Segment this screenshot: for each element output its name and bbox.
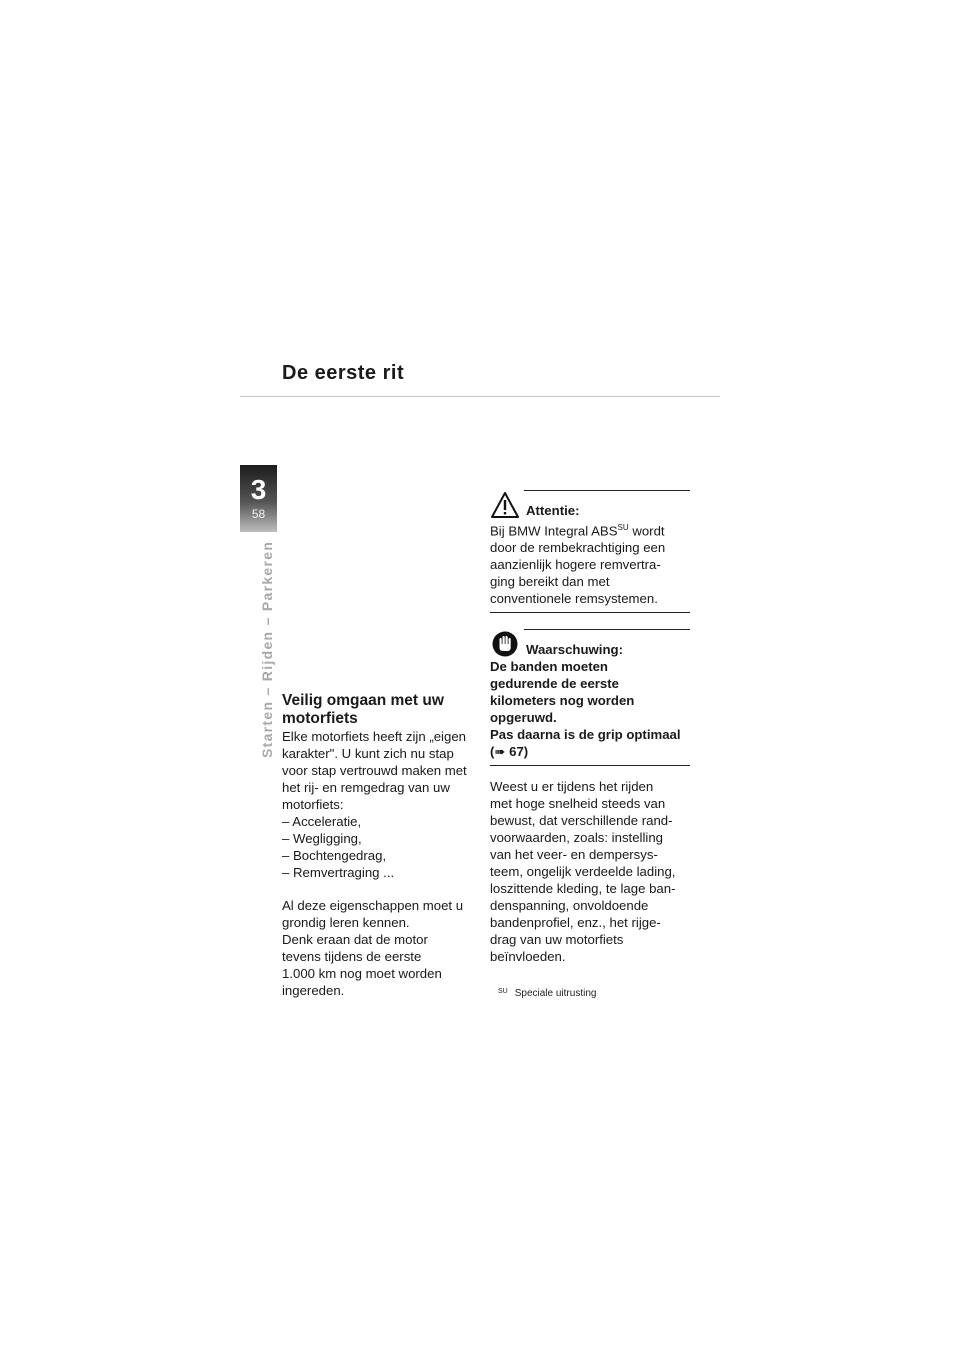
attention-text	[490, 519, 690, 607]
text-line: denspanning, onvoldoende	[490, 898, 649, 913]
text-line: Al deze eigenschappen moet u	[282, 898, 464, 913]
intro-paragraph	[282, 728, 482, 813]
su-mark: SU	[617, 523, 629, 532]
text-line: voor stap vertrouwd maken met	[282, 763, 467, 778]
right-body-paragraph	[490, 778, 690, 965]
chapter-tab	[240, 465, 277, 532]
text-line: teem, ongelijk verdeelde lading,	[490, 864, 676, 879]
text-line: beïnvloeden.	[490, 949, 566, 964]
page-number: 58	[251, 507, 266, 521]
side-chapter-label: Starten – Rijden – Parkeren	[259, 540, 275, 758]
text-line: loszittende kleding, te lage ban-	[490, 881, 676, 896]
paragraph-learn	[282, 897, 482, 931]
text-line: ingereden.	[282, 983, 345, 998]
text-line: 1.000 km nog moet worden	[282, 966, 442, 981]
warning-triangle-icon	[490, 491, 520, 519]
note-bottom-rule	[490, 765, 690, 766]
footnote	[498, 988, 596, 999]
page-title: De eerste rit	[282, 362, 405, 384]
title-divider	[240, 396, 720, 397]
footnote-mark: SU	[498, 988, 508, 995]
list-item: – Remvertraging ...	[282, 864, 482, 881]
list-item: – Bochtengedrag,	[282, 847, 482, 864]
text-line: Elke motorfiets heeft zijn „eigen	[282, 729, 466, 744]
text-line: conventionele remsystemen.	[490, 591, 658, 607]
warning-text	[490, 658, 690, 760]
text-line: bandenprofiel, enz., het rijge-	[490, 915, 661, 930]
characteristics-list	[282, 813, 482, 881]
text-line: Pas daarna is de grip optimaal	[490, 727, 681, 742]
paragraph-run-in	[282, 931, 482, 999]
text-line: gedurende de eerste	[490, 676, 619, 691]
text-line: Bij BMW Integral $ABS^{SU}$ wordt	[490, 523, 665, 539]
text-line: De banden moeten	[490, 659, 608, 674]
list-item: – Acceleratie,	[282, 813, 482, 830]
text-line: karakter". U kunt zich nu stap	[282, 746, 454, 761]
note-bottom-rule	[490, 612, 690, 613]
text-line: Denk eraan dat de motor	[282, 932, 428, 947]
attention-note	[490, 490, 690, 613]
text-line: voorwaarden, zoals: instelling	[490, 830, 663, 845]
text-line: aanzienlijk hogere remvertra-	[490, 557, 661, 573]
text-line: van het veer- en dempersys-	[490, 847, 658, 862]
text-line: ging bereikt dan met	[490, 574, 610, 590]
text-line: Weest u er tijdens het rijden	[490, 779, 654, 794]
warning-note	[490, 629, 690, 766]
text-line: opgeruwd.	[490, 710, 557, 725]
footnote-text: Speciale uitrusting	[514, 988, 597, 999]
text-line: drag van uw motorfiets	[490, 932, 624, 947]
chapter-number: 3	[250, 474, 267, 505]
text-line: het rij- en remgedrag van uw	[282, 780, 450, 795]
warning-label: Waarschuwing:	[526, 642, 623, 657]
text-line: (➠ 67)	[490, 744, 529, 759]
text-line: met hoge snelheid steeds van	[490, 796, 666, 811]
text-line: kilometers nog worden	[490, 693, 635, 708]
text-line: grondig leren kennen.	[282, 915, 410, 930]
list-item: – Wegligging,	[282, 830, 482, 847]
text-line: bewust, dat verschillende rand-	[490, 813, 673, 828]
left-column	[282, 692, 482, 999]
text-line: tevens tijdens de eerste	[282, 949, 422, 964]
stop-hand-icon	[490, 630, 520, 658]
text-line: door de rembekrachtiging een	[490, 540, 666, 556]
section-heading: Veilig omgaan met uw motorfiets	[282, 692, 444, 727]
attention-label: Attentie:	[526, 503, 580, 518]
text-line: motorfiets:	[282, 797, 344, 812]
